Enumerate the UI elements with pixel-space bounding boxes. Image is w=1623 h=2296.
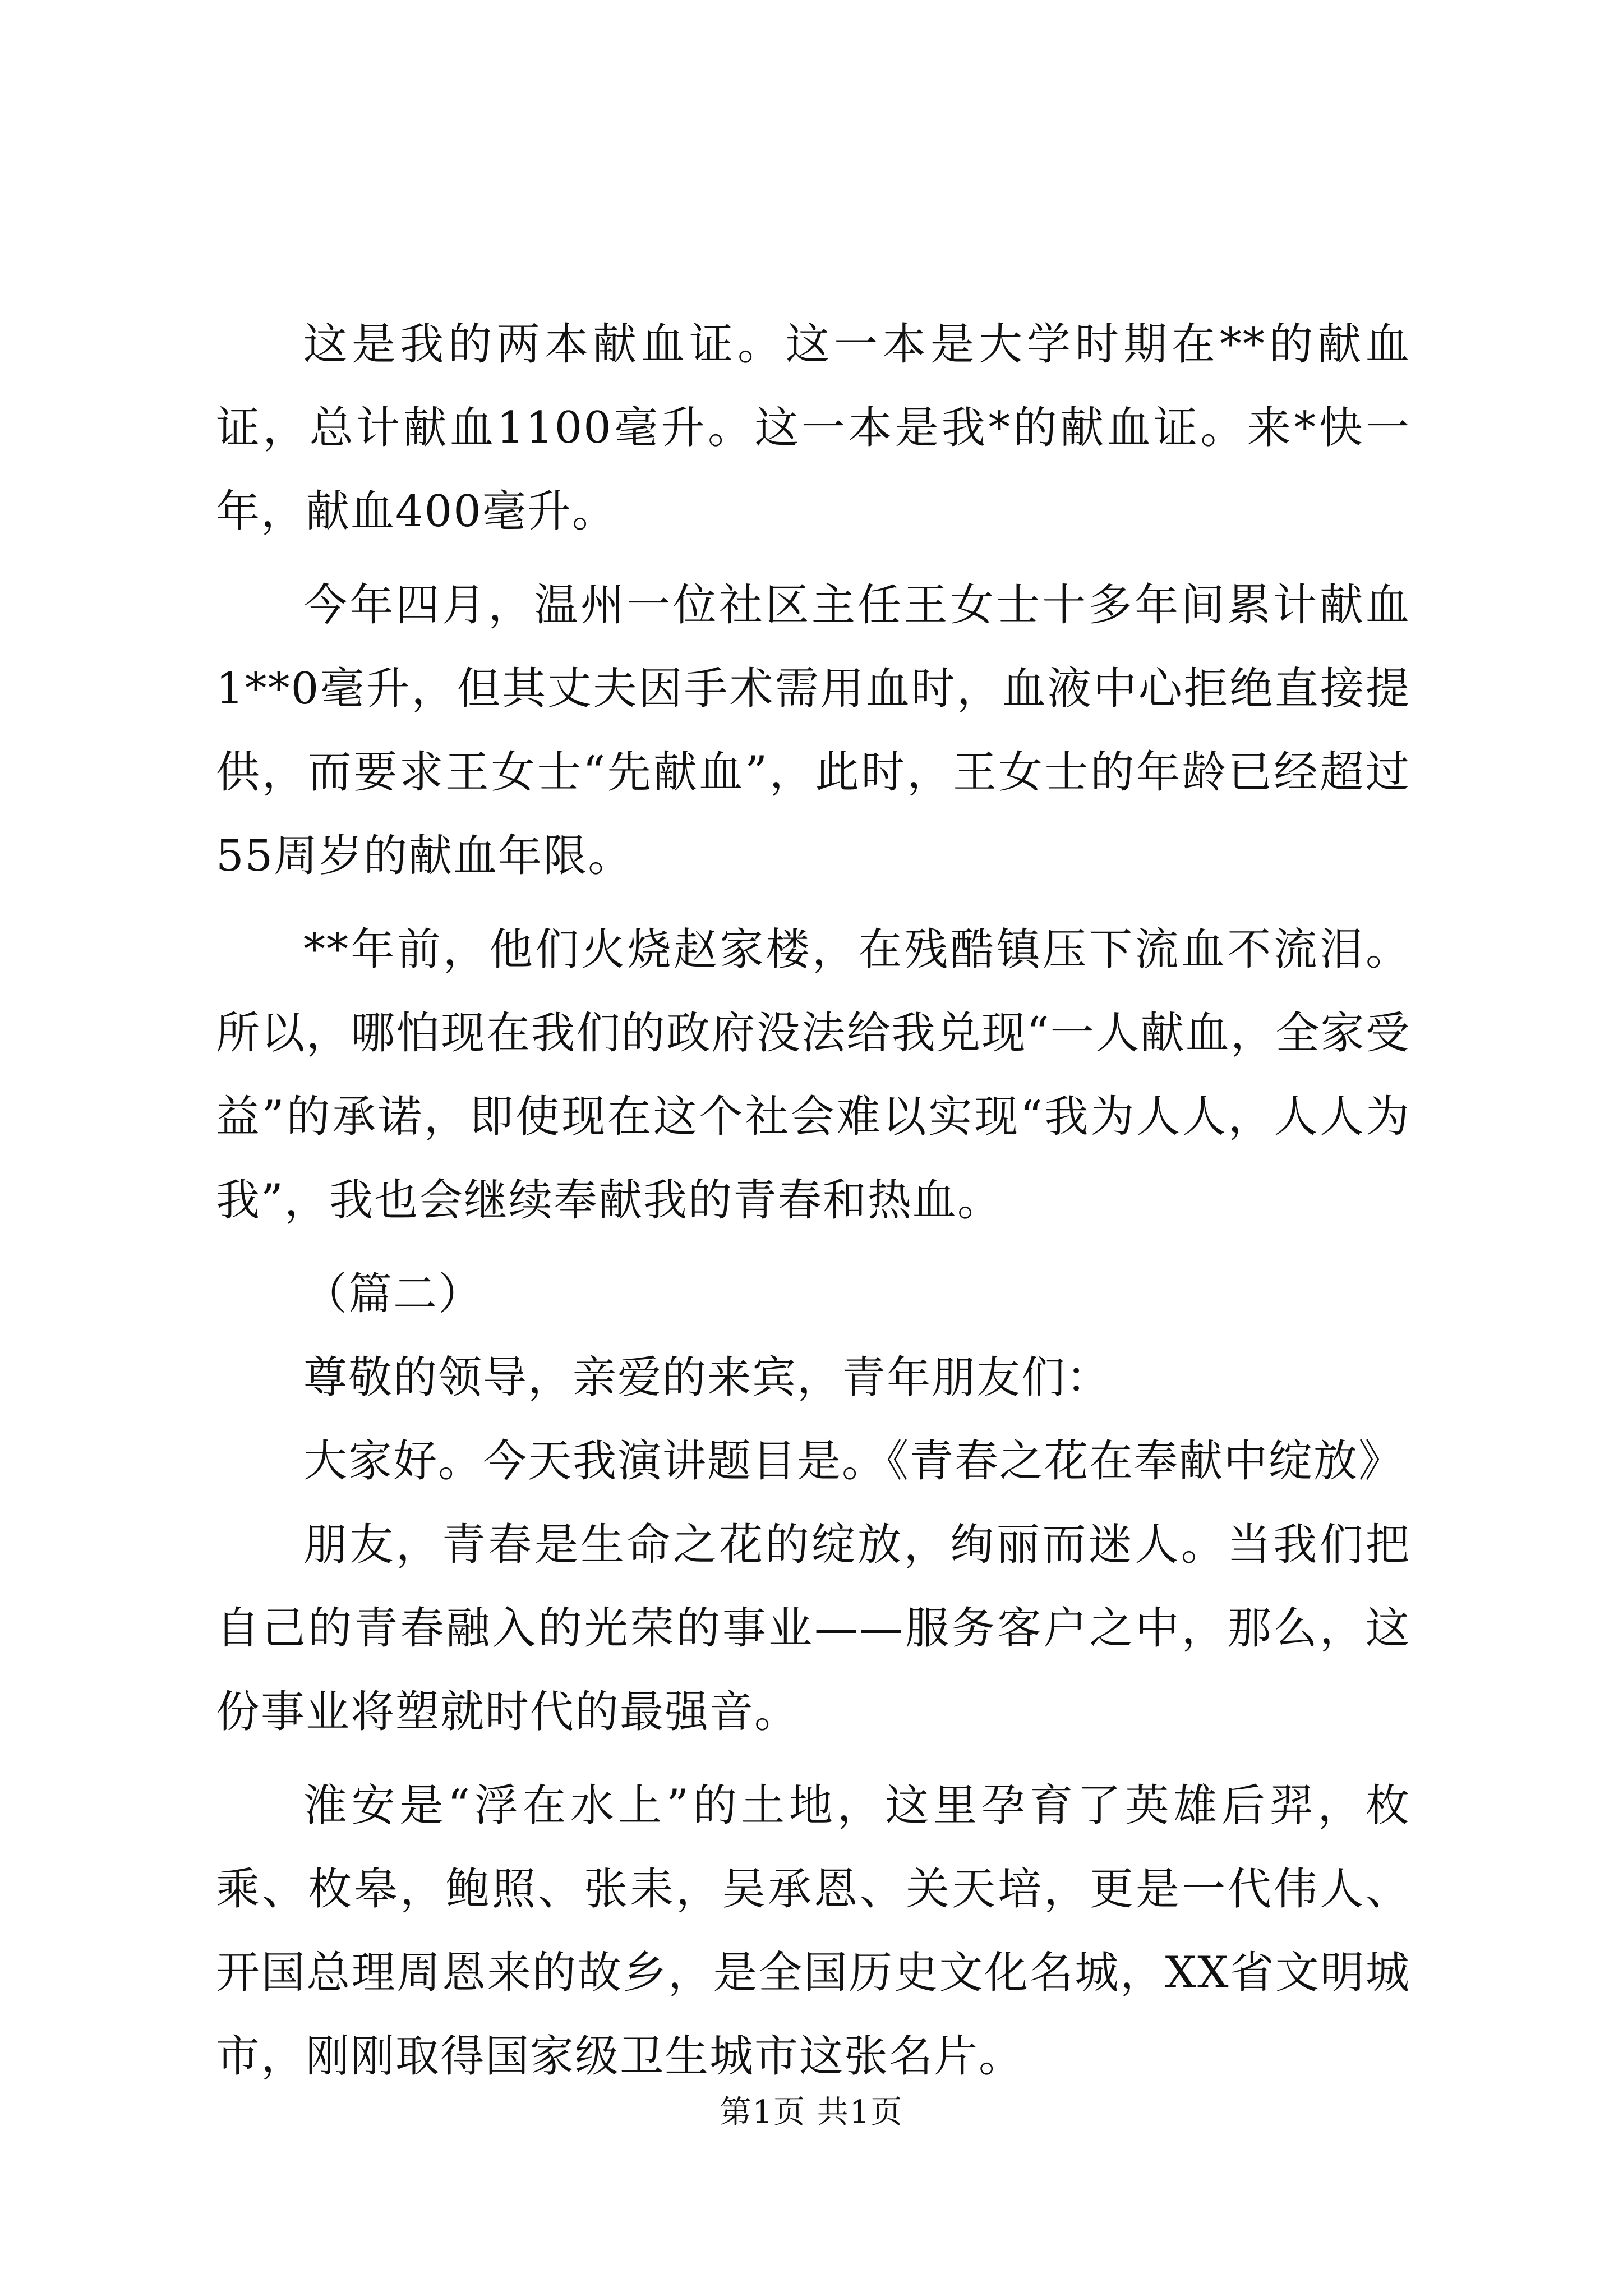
paragraph-gap (216, 1754, 1410, 1764)
paragraph-blood-certificates: 这是我的两本献血证。这一本是大学时期在**的献血证，总计献血1100毫升。这一本是我*的献血证。来*快一年，献血400毫升。 (216, 319, 1410, 537)
paragraph-gap (216, 1243, 1410, 1253)
document-body (216, 303, 1410, 2099)
paragraph-youth: 朋友，青春是生命之花的绽放，绚丽而迷人。当我们把自己的青春融入的光荣的事业——服务客户之中，那么，这份事业将塑就时代的最强音。 (216, 1520, 1410, 1737)
salutation: 尊敬的领导，亲爱的来宾，青年朋友们： (303, 1352, 1112, 1403)
paragraph-gap (216, 898, 1410, 908)
paragraph-wenzhou-story: 今年四月，温州一位社区主任王女士十多年间累计献血1**0毫升，但其丈夫因手术需用血时，血液中心拒绝直接提供，而要求王女士“先献血”，此时，王女士的年龄已经超过55周岁的献血年限。 (216, 580, 1410, 881)
section-heading: （篇二） (303, 1269, 483, 1319)
page-footer: 第1页 共1页 (720, 2094, 903, 2131)
paragraph-huaian: 淮安是“浮在水上”的土地，这里孕育了英雄后羿，枚乘、枚皋，鲍照、张耒，吴承恩、关天培，更是一代伟人、开国总理周恩来的故乡，是全国历史文化名城，XX省文明城市，刚刚取得国家级卫生城市这张名片。 (216, 1780, 1410, 2082)
paragraph-commitment: **年前，他们火烧赵家楼，在残酷镇压下流血不流泪。所以，哪怕现在我们的政府没法给我兑现“一人献血，全家受益”的承诺，即使现在这个社会难以实现“我为人人，人人为我”，我也会继续奉献我的青春和热血。 (216, 924, 1410, 1226)
paragraph-gap (216, 554, 1410, 564)
speech-title-line: 大家好。今天我演讲题目是。《青春之花在奉献中绽放》 (303, 1436, 1404, 1487)
